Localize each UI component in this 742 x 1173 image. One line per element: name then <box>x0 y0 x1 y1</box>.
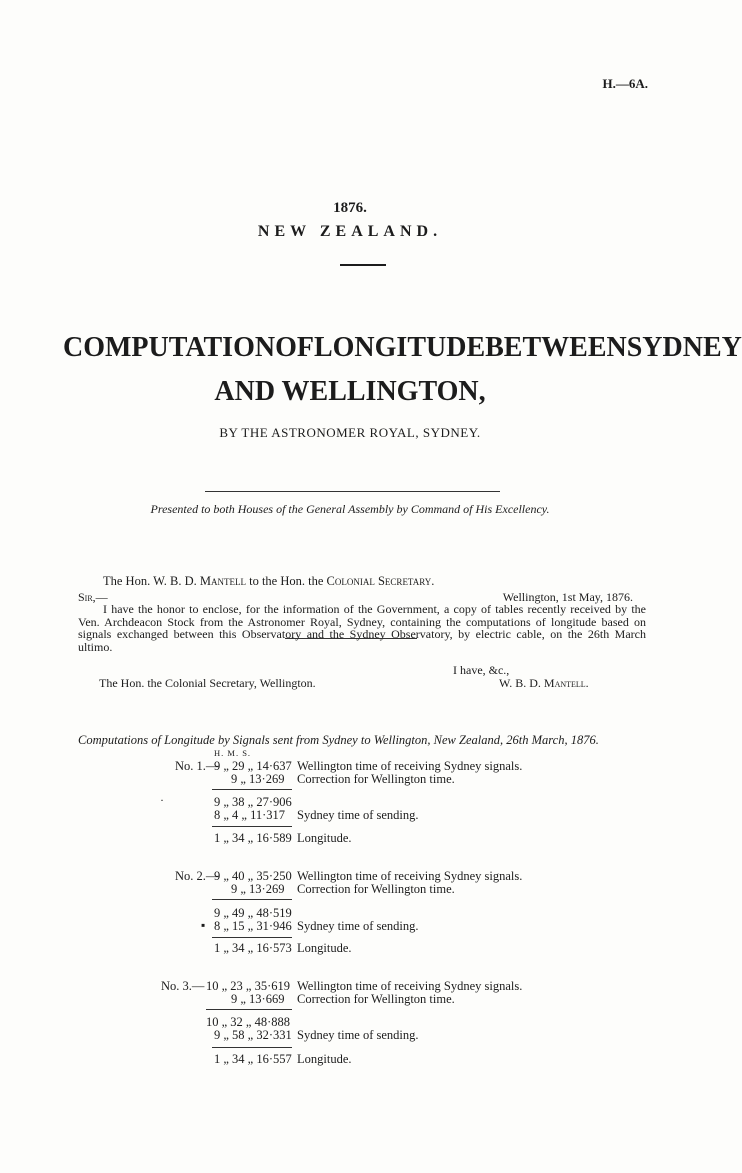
title-line-1 <box>63 332 742 364</box>
letter-dateline: Wellington, 1st May, 1876. <box>502 590 633 604</box>
letter-salutation: Sir,— <box>78 590 108 604</box>
stray-mark: · <box>160 793 164 807</box>
presented-divider <box>205 491 500 492</box>
title-line-2: AND WELLINGTON, <box>214 376 486 407</box>
sum-rule <box>212 826 292 827</box>
computation-value: 9 „ 40 „ 35·250 <box>214 869 292 883</box>
computation-value: 10 „ 23 „ 35·619 <box>206 979 291 993</box>
letter-to-prefix: to the Hon. the <box>245 574 327 588</box>
computation-value: 1 „ 34 „ 16·573 <box>214 941 292 955</box>
letter-from-prefix: The Hon. W. B. D. <box>103 574 200 588</box>
computation-value: 9 „ 13·669 <box>231 992 285 1006</box>
computation-value: 10 „ 32 „ 48·888 <box>206 1015 291 1029</box>
title-word: COMPUTATION <box>63 332 276 363</box>
title-word: SYDNEY <box>626 332 742 363</box>
computation-value: 9 „ 13·269 <box>231 772 285 786</box>
computation-value: 8 „ 15 „ 31·946 <box>214 919 292 933</box>
presented-note: Presented to both Houses of the General Assembly by Command of His Excellency. <box>150 502 550 516</box>
title-word: BETWEEN <box>485 332 627 363</box>
letter-from-name: Mantell <box>199 574 246 588</box>
byline: BY THE ASTRONOMER ROYAL, SYDNEY. <box>219 425 481 440</box>
computation-value: 9 „ 49 „ 48·519 <box>214 906 292 920</box>
sum-rule <box>212 1047 292 1048</box>
computation-label: No. 2.— <box>175 869 219 883</box>
stray-mark: ▪ <box>201 918 206 932</box>
computation-description: Sydney time of sending. <box>297 919 419 933</box>
title-word: OF <box>275 332 314 363</box>
country-heading: NEW ZEALAND. <box>257 223 443 240</box>
signature-name: Mantell. <box>543 676 589 690</box>
computations-heading: Computations of Longitude by Signals sent from Sydney to Wellington, New Zealand, 26th March, 1876. <box>78 733 599 747</box>
sum-rule <box>212 789 292 790</box>
header-divider <box>340 264 386 266</box>
sum-rule <box>206 1009 292 1010</box>
computation-value: 9 „ 38 „ 27·906 <box>214 795 292 809</box>
letter-closing: I have, &c., <box>453 663 510 677</box>
computation-description: Wellington time of receiving Sydney signals. <box>297 869 523 883</box>
signature-initials: W. B. D. <box>499 676 544 690</box>
computation-value: 9 „ 13·269 <box>231 882 285 896</box>
sum-rule <box>212 937 292 938</box>
computation-description: Wellington time of receiving Sydney signals. <box>297 979 523 993</box>
computation-value: 9 „ 58 „ 32·331 <box>214 1028 292 1042</box>
computation-description: Correction for Wellington time. <box>297 992 455 1006</box>
units-header: H. M. S. <box>214 748 252 758</box>
computation-value: 8 „ 4 „ 11·317 <box>214 808 286 822</box>
computation-description: Longitude. <box>297 831 352 845</box>
computation-description: Longitude. <box>297 941 352 955</box>
computation-label: No. 1.— <box>175 759 219 773</box>
letter-signature <box>499 676 589 691</box>
computation-label: No. 3.— <box>161 979 205 993</box>
letter-heading <box>103 574 434 589</box>
computation-description: Longitude. <box>297 1052 352 1066</box>
letter-body <box>78 603 646 654</box>
computation-description: Sydney time of sending. <box>297 808 419 822</box>
title-word: LONGITUDE <box>313 332 486 363</box>
sum-rule <box>212 899 292 900</box>
computation-value: 1 „ 34 „ 16·557 <box>214 1052 292 1066</box>
computation-description: Correction for Wellington time. <box>297 882 455 896</box>
computation-value: 9 „ 29 „ 14·637 <box>214 759 292 773</box>
document-reference: H.—6A. <box>602 76 648 91</box>
document-year: 1876. <box>333 200 367 216</box>
letter-body-paragraph: I have the honor to enclose, for the information of the Government, a copy of tables recently received by the Ven. Archdeacon Stock from the Astronomer Royal, Sydney, containing the computations of longitude based on signals exchanged between this Observatory and the Sydney Observatory, by electric cable, on the 26th March ultimo. <box>78 602 646 655</box>
letter-addressee: The Hon. the Colonial Secretary, Wellington. <box>99 676 316 690</box>
letter-to-title: Colonial Secretary. <box>326 574 435 588</box>
computation-value: 1 „ 34 „ 16·589 <box>214 831 292 845</box>
computation-description: Wellington time of receiving Sydney signals. <box>297 759 523 773</box>
letter-divider <box>285 638 417 639</box>
computation-description: Correction for Wellington time. <box>297 772 455 786</box>
computation-description: Sydney time of sending. <box>297 1028 419 1042</box>
